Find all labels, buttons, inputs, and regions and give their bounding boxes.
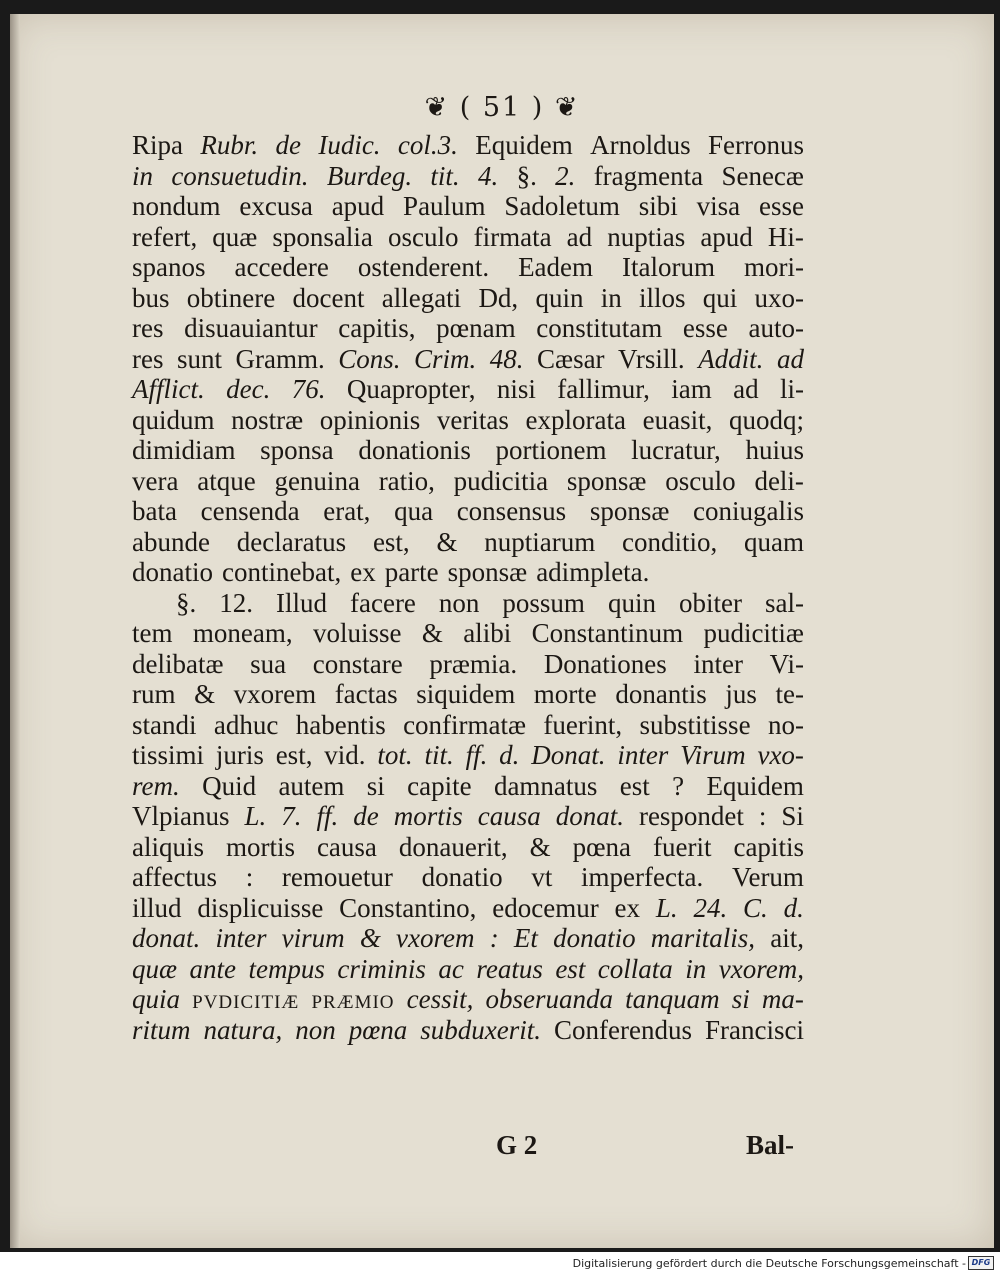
text-word: vxorem — [396, 923, 475, 953]
text-line — [132, 710, 804, 741]
page-binding-edge — [10, 14, 20, 1248]
text-word: substitisse — [639, 709, 751, 740]
text-word: criminis — [337, 953, 426, 984]
text-word: consensus — [456, 496, 567, 526]
text-word: firmata — [473, 221, 552, 252]
text-word: L. — [655, 892, 678, 923]
text-word: 24. — [693, 892, 728, 923]
text-word: est, — [275, 740, 313, 770]
text-word: siquidem — [416, 679, 516, 709]
text-word: Constantino, — [339, 892, 477, 923]
text-word: sponsa — [260, 435, 334, 465]
body-text — [132, 130, 804, 1045]
text-word: capitis, — [338, 313, 416, 343]
text-word: Dd, — [478, 282, 519, 313]
text-word: auto- — [748, 313, 804, 343]
text-word: Donationes — [543, 648, 667, 679]
text-word: Quid — [202, 770, 257, 801]
text-word: Verum — [731, 862, 804, 892]
text-word: voluisse — [312, 618, 402, 648]
text-line — [132, 222, 804, 253]
text-line — [132, 771, 804, 802]
text-word: affectus — [132, 862, 217, 892]
text-word: quin — [535, 282, 584, 313]
text-word: Italorum — [622, 252, 715, 282]
text-word: pœnam — [436, 313, 516, 343]
text-word: donauerit, — [398, 831, 508, 862]
text-word: 12. — [219, 587, 253, 618]
text-line — [132, 496, 804, 527]
text-line — [132, 191, 804, 222]
text-word: causa — [477, 801, 541, 831]
text-word: declaratus — [236, 526, 347, 557]
text-word: atque — [197, 465, 256, 496]
text-word: continebat, — [222, 557, 342, 587]
text-word: obiter — [678, 587, 742, 618]
text-word: euasit, — [642, 404, 713, 435]
text-word: pudicitiæ — [703, 618, 804, 648]
text-word: 76. — [291, 374, 326, 404]
text-line — [132, 435, 804, 466]
text-word: Donat. — [531, 740, 606, 770]
text-word: in — [600, 282, 622, 313]
text-word: Vrsill. — [618, 343, 685, 374]
text-word: fallimur, — [557, 374, 650, 404]
text-word: ostenderent. — [357, 252, 490, 282]
text-word: docent — [292, 282, 365, 313]
text-word: vxorem, — [718, 953, 804, 984]
text-word: censenda — [200, 496, 300, 526]
text-word: vid. — [324, 740, 366, 770]
text-word: tot. — [377, 740, 413, 770]
text-line — [132, 984, 804, 1015]
text-word: ma- — [761, 984, 804, 1014]
text-word: §. — [516, 160, 537, 191]
text-word: edocemur — [492, 892, 599, 923]
text-word: donatio — [421, 862, 503, 892]
text-line — [132, 374, 804, 405]
text-word: donat. — [132, 923, 201, 953]
text-word: sal- — [764, 587, 804, 618]
text-word: 48. — [489, 343, 524, 374]
text-word: in — [132, 160, 154, 191]
dfg-logo: DFG — [968, 1256, 994, 1270]
text-word: vt — [531, 862, 553, 892]
text-word: donationis — [358, 435, 471, 465]
text-word: de — [353, 801, 379, 831]
text-word: moneam, — [192, 618, 293, 648]
text-word: ad — [566, 221, 593, 252]
text-word: explorata — [525, 404, 626, 435]
text-word: capitis — [733, 831, 804, 862]
text-word: de — [275, 130, 301, 160]
text-word: tit. — [424, 740, 454, 770]
text-word: confirmatæ — [403, 709, 527, 740]
text-word: ff. — [465, 740, 488, 770]
text-word: Vlpianus — [132, 801, 230, 831]
text-word: ritum — [132, 1014, 191, 1045]
text-word: imperfecta. — [581, 862, 704, 892]
text-word: est — [555, 953, 586, 984]
text-word: respondet — [638, 801, 744, 831]
text-line — [132, 740, 804, 771]
text-word: tit. — [430, 160, 460, 191]
text-word: obtinere — [186, 282, 276, 313]
text-word: inter — [617, 740, 669, 770]
text-word: : — [245, 862, 254, 892]
text-word: quia — [132, 984, 181, 1014]
text-line — [132, 832, 804, 863]
text-word: inter — [693, 648, 743, 679]
text-word: non — [438, 587, 480, 618]
text-word: si — [731, 984, 750, 1014]
text-word: mortis — [225, 831, 295, 862]
text-word: ante — [189, 953, 236, 984]
text-line — [132, 344, 804, 375]
text-word: tanquam — [625, 984, 720, 1014]
text-word: li- — [779, 374, 804, 404]
text-word: & — [359, 923, 381, 953]
text-word: Si — [781, 801, 804, 831]
text-word: Sadoletum — [504, 191, 620, 221]
text-word: nuptias — [607, 221, 686, 252]
text-word: remouetur — [281, 862, 393, 892]
text-word: ? — [672, 770, 685, 801]
text-word: mortis — [393, 801, 463, 831]
text-word: Cæsar — [537, 343, 605, 374]
text-word: damnatus — [493, 770, 598, 801]
text-word: qui — [702, 282, 738, 313]
text-line — [132, 679, 804, 710]
text-line — [132, 862, 804, 893]
text-word: esse — [759, 191, 804, 221]
text-word: standi — [132, 709, 197, 740]
text-word: quidum — [132, 404, 215, 435]
text-word: donatio — [132, 557, 213, 587]
text-word: virum — [281, 923, 345, 953]
text-word: & — [436, 526, 458, 557]
text-word: est, — [372, 526, 410, 557]
text-word: esse — [682, 313, 728, 343]
text-line — [132, 161, 804, 192]
text-word: mori- — [743, 252, 804, 282]
text-word: tissimi — [132, 740, 205, 770]
text-word: alibi — [463, 618, 512, 648]
text-word: aliquis — [132, 831, 204, 862]
text-word: Constantinum — [531, 618, 684, 648]
text-word: ex — [614, 892, 641, 923]
text-word: qua — [394, 496, 434, 526]
text-word: Francisci — [705, 1014, 804, 1045]
text-line — [132, 893, 804, 924]
text-word: 2. — [555, 160, 576, 191]
text-line — [132, 801, 804, 832]
book-page — [10, 14, 994, 1248]
text-word: apud — [331, 191, 385, 221]
text-word: Ferronus — [707, 130, 804, 160]
text-word: veritas — [436, 404, 509, 435]
text-word: maritalis, — [650, 923, 756, 953]
text-word: in — [685, 953, 707, 984]
text-word: col.3. — [397, 130, 458, 160]
text-word: juris — [215, 740, 264, 770]
text-word: L. — [244, 801, 267, 831]
text-word: coniugalis — [693, 496, 804, 526]
text-line — [132, 954, 804, 985]
page-footer — [10, 1130, 994, 1164]
text-word: causa — [316, 831, 377, 862]
text-word: præmio — [311, 984, 395, 1014]
text-word: excusa — [239, 191, 313, 221]
text-word: tempus — [248, 953, 325, 984]
text-word: accedere — [234, 252, 329, 282]
text-word: d. — [499, 740, 520, 770]
text-word: dimidiam — [132, 435, 236, 465]
text-word: factas — [334, 679, 398, 709]
text-word: donantis — [615, 679, 707, 709]
text-word: Equidem — [706, 770, 804, 801]
text-word: Vi- — [769, 648, 804, 679]
text-line — [132, 466, 804, 497]
text-word: obseruanda — [485, 984, 614, 1014]
text-word: erat, — [323, 496, 371, 526]
text-word: displicuisse — [197, 892, 324, 923]
text-word: constare — [312, 648, 403, 679]
text-word: sponsæ — [589, 496, 670, 526]
text-word: illos — [638, 282, 686, 313]
text-word: sua — [250, 648, 287, 679]
text-word: inter — [215, 923, 267, 953]
text-line — [132, 313, 804, 344]
text-word: vera — [132, 465, 179, 496]
text-word: visa — [696, 191, 741, 221]
text-word: Et — [513, 923, 538, 953]
text-word: sibi — [638, 191, 678, 221]
text-word: delibatæ — [132, 648, 224, 679]
text-word: genuina — [274, 465, 360, 496]
text-word: Senecæ — [721, 160, 804, 191]
text-word: vxo- — [757, 740, 804, 770]
text-word: præmia. — [429, 648, 518, 679]
text-word: jus — [725, 679, 757, 709]
text-word: habentis — [295, 709, 386, 740]
digitization-credit: Digitalisierung gefördert durch die Deutsche Forschungsgemeinschaft - — [572, 1257, 966, 1270]
text-word: 4. — [478, 160, 499, 191]
text-word: deli- — [754, 465, 804, 496]
text-word: Rubr. — [200, 130, 259, 160]
text-word: tem — [132, 618, 173, 648]
text-word: Burdeg. — [326, 160, 413, 191]
text-line — [132, 405, 804, 436]
text-word: fragmenta — [593, 160, 704, 191]
text-line — [132, 1015, 804, 1046]
text-line — [132, 923, 804, 954]
page-number-header: ❦ ( 51 ) ❦ — [424, 92, 580, 123]
text-line — [132, 588, 804, 619]
text-word: rem. — [132, 770, 180, 801]
text-word: natura, — [203, 1014, 283, 1045]
text-word: Cons. — [338, 343, 401, 374]
text-word: rum — [132, 679, 176, 709]
text-line — [132, 527, 804, 558]
text-word: capite — [407, 770, 472, 801]
text-word: non — [295, 1014, 336, 1045]
text-word: Virum — [680, 740, 746, 770]
text-word: quodq; — [728, 404, 804, 435]
text-word: fuerit — [653, 831, 712, 862]
text-word: bata — [132, 496, 177, 526]
text-word: Quapropter, — [346, 374, 476, 404]
text-word: iam — [671, 374, 712, 404]
text-word: apud — [700, 221, 753, 252]
text-word: abunde — [132, 526, 210, 557]
text-word: pœna — [348, 1014, 408, 1045]
text-word: autem — [278, 770, 345, 801]
text-word: Equidem — [475, 130, 573, 160]
text-word: & — [529, 831, 551, 862]
text-word: adhuc — [213, 709, 279, 740]
text-line — [132, 557, 804, 588]
catchword: Bal- — [746, 1130, 795, 1160]
text-word: res — [132, 343, 164, 374]
text-word: Paulum — [403, 191, 486, 221]
text-word: osculo — [388, 221, 459, 252]
signature-mark: G 2 — [496, 1130, 538, 1160]
text-word: consuetudin. — [171, 160, 309, 191]
text-word: spanos — [132, 252, 206, 282]
text-word: d. — [783, 892, 804, 923]
text-word: & — [194, 679, 216, 709]
text-word: lucratur, — [631, 435, 721, 465]
text-word: Conferendus — [554, 1014, 693, 1045]
text-word: ac — [438, 953, 464, 984]
text-word: sponsæ — [566, 465, 647, 496]
text-word: uxo- — [754, 282, 804, 313]
text-word: Arnoldus — [590, 130, 691, 160]
text-word: ratio, — [378, 465, 435, 496]
text-word: adimpleta. — [536, 557, 650, 587]
text-word: donatio — [553, 923, 636, 953]
text-word: allegati — [381, 282, 462, 313]
text-word: no- — [767, 709, 804, 740]
text-word: sunt — [176, 343, 222, 374]
text-word: opinionis — [319, 404, 421, 435]
text-word: portionem — [495, 435, 607, 465]
text-word: Iudic. — [318, 130, 381, 160]
text-word: subduxerit. — [420, 1014, 542, 1045]
text-word: morte — [533, 679, 597, 709]
text-word: quin — [607, 587, 656, 618]
text-word: §. — [176, 587, 197, 618]
text-line — [132, 252, 804, 283]
text-word: nisi — [496, 374, 536, 404]
text-line — [132, 283, 804, 314]
text-word: huius — [745, 435, 804, 465]
text-word: osculo — [665, 465, 736, 496]
text-word: vxorem — [233, 679, 317, 709]
text-word: : — [758, 801, 767, 831]
text-word: illud — [132, 892, 182, 923]
text-word: collata — [597, 953, 673, 984]
text-word: quæ — [212, 221, 258, 252]
text-word: quam — [744, 526, 804, 557]
text-word: Addit. — [698, 343, 764, 374]
text-word: ff. — [316, 801, 339, 831]
text-word: C. — [743, 892, 768, 923]
text-word: nuptiarum — [484, 526, 596, 557]
text-word: te- — [775, 679, 804, 709]
text-word: : — [489, 923, 499, 953]
text-word: possum — [502, 587, 585, 618]
text-word: disuauiantur — [184, 313, 318, 343]
text-word: Afflict. — [132, 374, 205, 404]
text-word: si — [366, 770, 385, 801]
text-word: constitutam — [536, 313, 663, 343]
text-word: & — [421, 618, 443, 648]
text-word: facere — [350, 587, 416, 618]
text-word: Illud — [276, 587, 327, 618]
text-word: ad — [776, 343, 804, 374]
text-word: est — [619, 770, 650, 801]
text-word: parte — [384, 557, 439, 587]
text-word: dec. — [226, 374, 271, 404]
text-word: fuerint, — [543, 709, 623, 740]
text-word: cessit, — [406, 984, 474, 1014]
text-word: donat. — [555, 801, 624, 831]
text-word: nondum — [132, 191, 221, 221]
text-word: quæ — [132, 953, 178, 984]
text-word: ex — [350, 557, 376, 587]
text-word: conditio, — [621, 526, 718, 557]
text-line — [132, 618, 804, 649]
text-word: sponsæ — [447, 557, 528, 587]
text-word: ad — [733, 374, 759, 404]
text-word: Gramm. — [235, 343, 325, 374]
text-word: res — [132, 313, 164, 343]
text-word: Ripa — [132, 130, 183, 160]
text-word: pvdicitiæ — [192, 984, 300, 1014]
text-word: Eadem — [518, 252, 594, 282]
text-word: pudicitia — [453, 465, 549, 496]
text-word: nostræ — [231, 404, 304, 435]
text-word: bus — [132, 282, 170, 313]
text-word: refert, — [132, 221, 198, 252]
text-word: sponsalia — [272, 221, 373, 252]
text-word: 7. — [281, 801, 302, 831]
text-word: Hi- — [767, 221, 804, 252]
text-line — [132, 130, 804, 161]
text-word: Crim. — [414, 343, 477, 374]
text-word: reatus — [476, 953, 543, 984]
text-line — [132, 649, 804, 680]
text-word: ait, — [770, 923, 804, 953]
text-word: pœna — [572, 831, 632, 862]
